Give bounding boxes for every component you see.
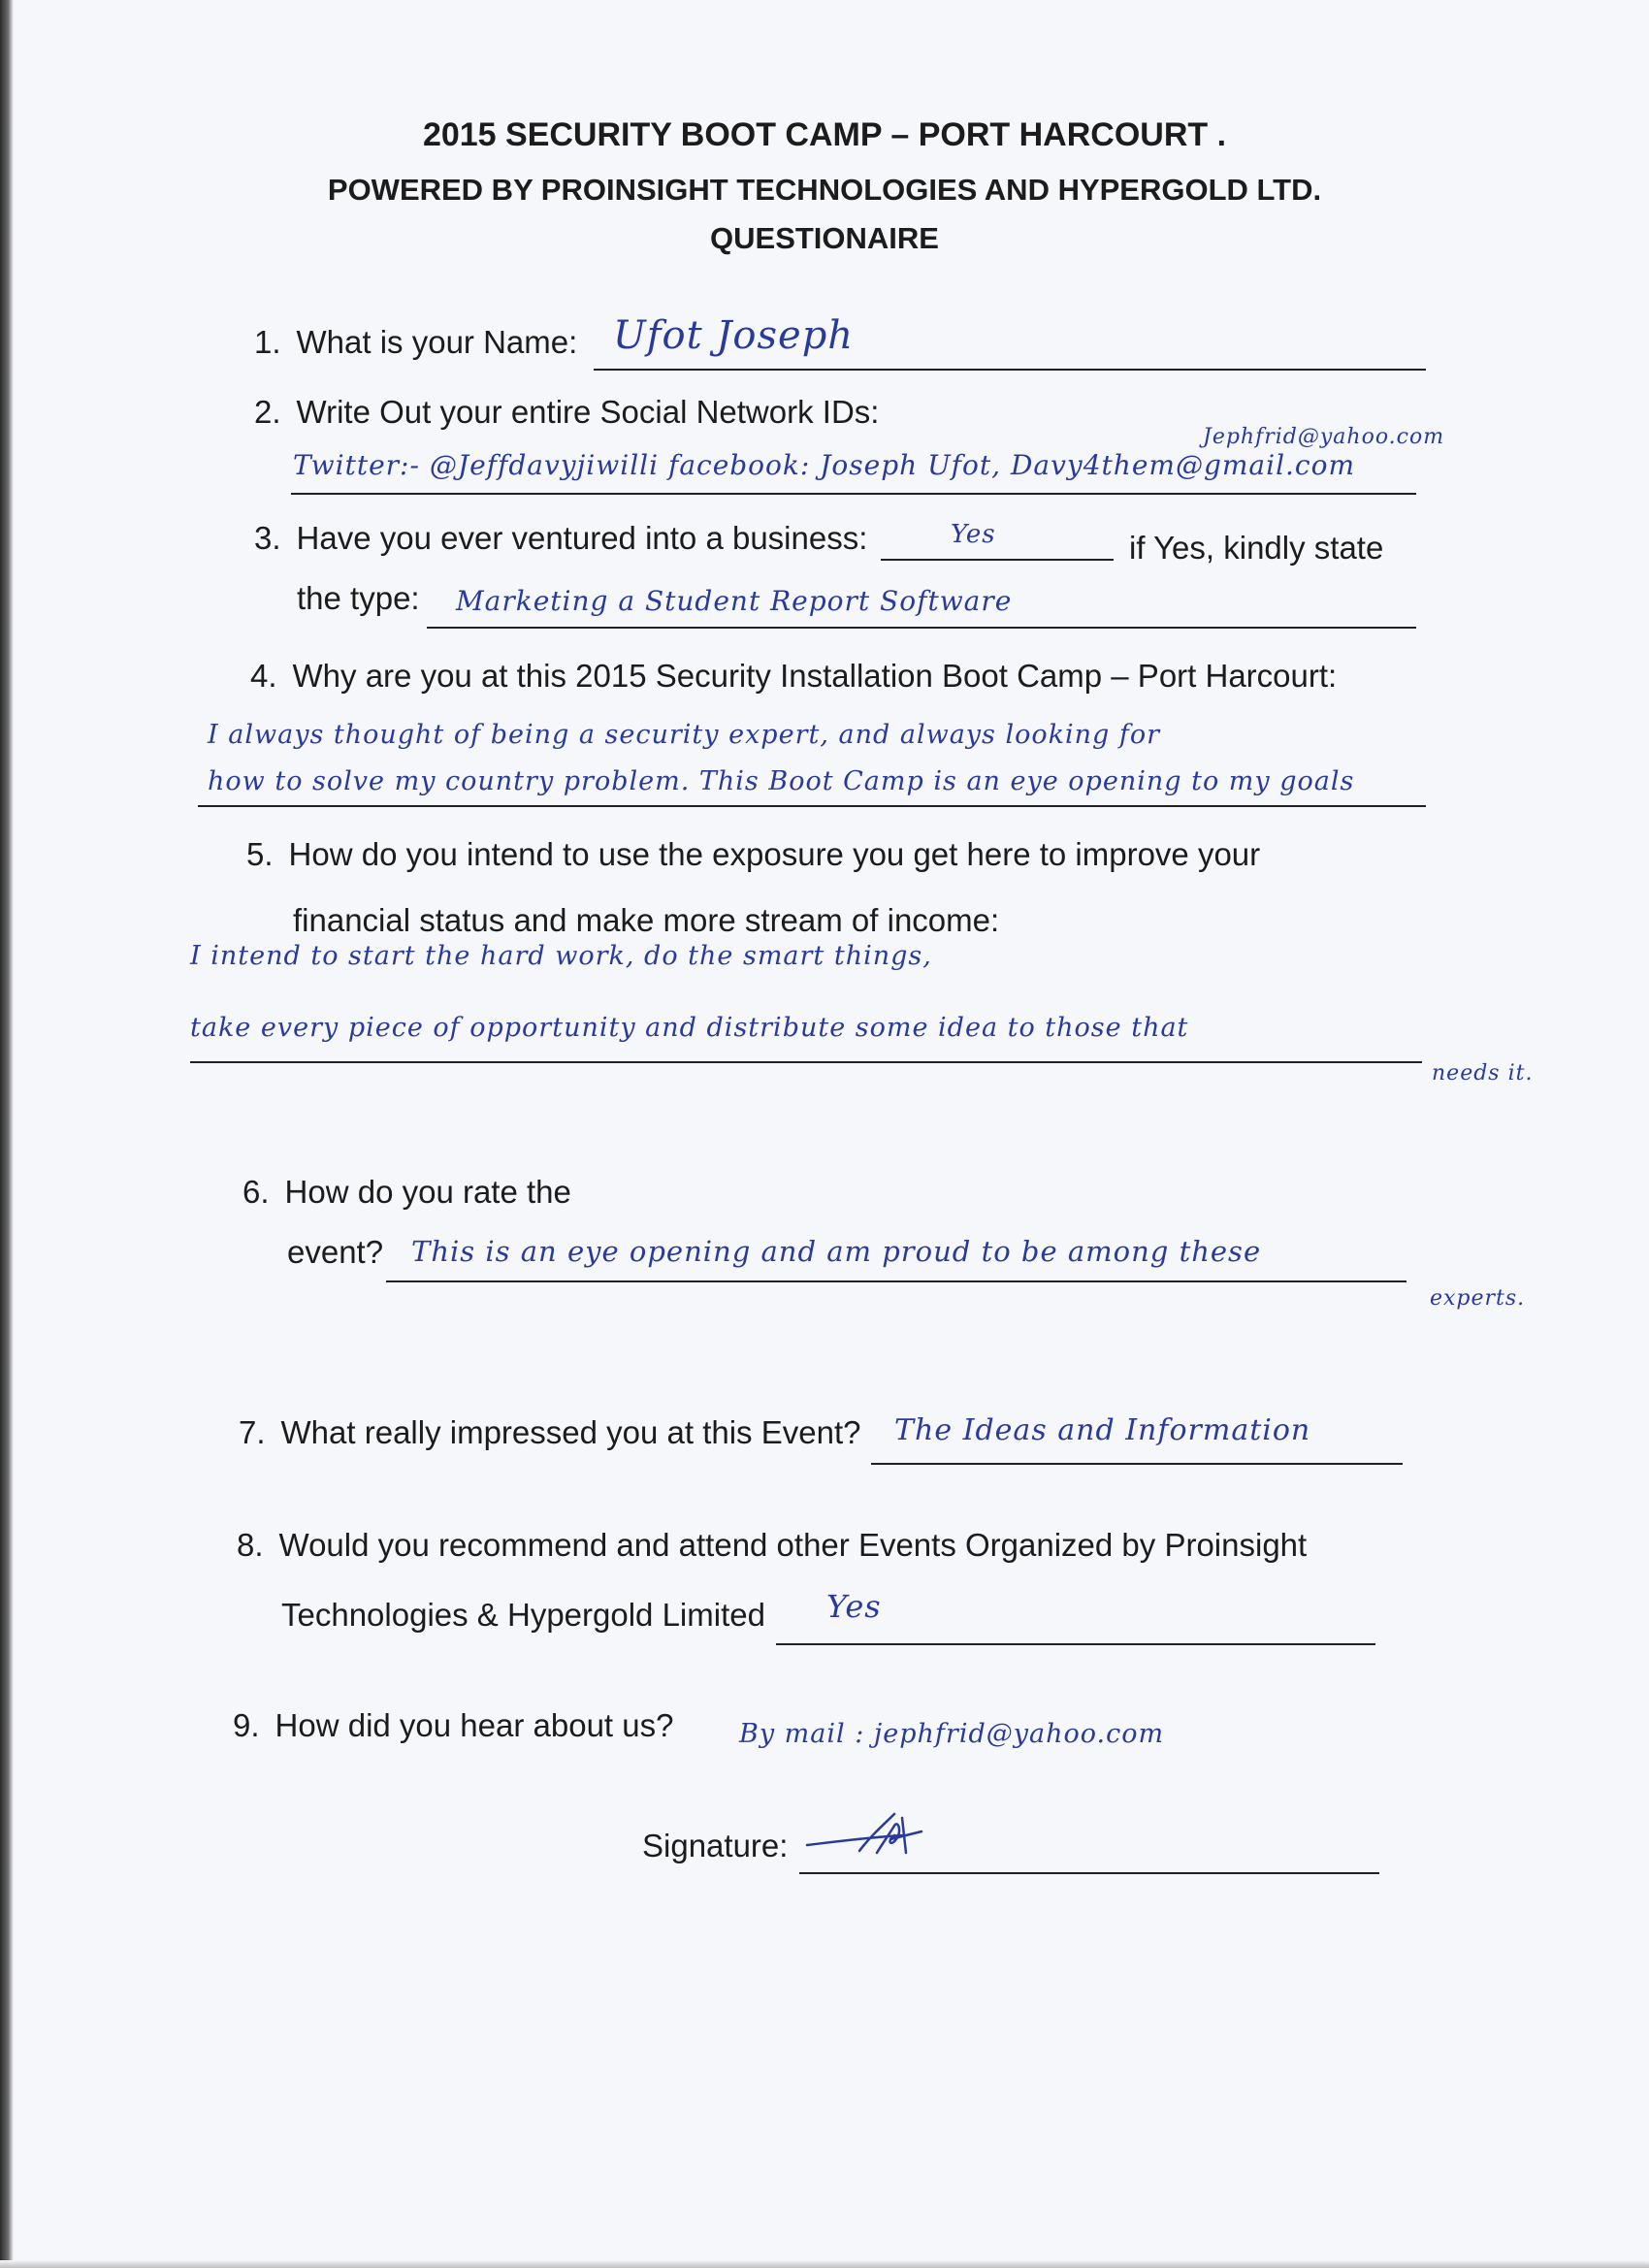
question-number: 9. xyxy=(233,1707,260,1743)
question-label: Write Out your entire Social Network IDs: xyxy=(296,394,880,430)
question-3 xyxy=(254,522,867,554)
q5-answer-line[interactable] xyxy=(190,1061,1422,1063)
q2-answer: Twitter:- @Jeffdavyjiwilli facebook: Joseph Ufot, Davy4them@gmail.com xyxy=(293,449,1356,481)
question-label: Have you ever ventured into a business: xyxy=(296,520,868,556)
question-label: How do you rate the xyxy=(284,1174,571,1210)
q7-answer: The Ideas and Information xyxy=(894,1413,1311,1447)
q8-answer-line[interactable] xyxy=(776,1643,1375,1645)
q5-answer-line2: take every piece of opportunity and distribute some idea to those that xyxy=(190,1013,1189,1043)
q5-answer-line1: I intend to start the hard work, do the smart things, xyxy=(190,941,932,971)
q8-label-cont: Technologies & Hypergold Limited xyxy=(281,1597,765,1633)
question-label: What really impressed you at this Event? xyxy=(280,1414,861,1450)
question-label: Would you recommend and attend other Events Organized by Proinsight xyxy=(278,1527,1308,1563)
question-number: 3. xyxy=(254,520,281,556)
question-number: 5. xyxy=(246,836,274,872)
question-label: Why are you at this 2015 Security Installation Boot Camp – Port Harcourt: xyxy=(292,658,1338,694)
question-9 xyxy=(233,1709,673,1741)
q4-answer-line[interactable] xyxy=(198,805,1426,807)
q2-answer-extra: Jephfrid@yahoo.com xyxy=(1203,425,1445,449)
q3-type-label: the type: xyxy=(297,580,420,616)
scan-page-edge xyxy=(0,0,14,2268)
form-name: QUESTIONAIRE xyxy=(710,221,939,255)
question-8 xyxy=(237,1529,1307,1561)
signature-scribble xyxy=(801,1797,947,1874)
q3-type-line[interactable] xyxy=(427,627,1416,629)
form-subtitle: POWERED BY PROINSIGHT TECHNOLOGIES AND HYPERGOLD LTD. xyxy=(327,173,1322,207)
q7-answer-line[interactable] xyxy=(871,1463,1403,1465)
question-2 xyxy=(254,396,879,428)
question-number: 1. xyxy=(254,324,281,360)
signature-label: Signature: xyxy=(642,1828,789,1863)
q8-answer: Yes xyxy=(826,1588,882,1625)
q3-answer: Yes xyxy=(951,520,996,549)
question-4 xyxy=(250,660,1337,692)
q3-type-answer: Marketing a Student Report Software xyxy=(456,585,1013,617)
question-number: 2. xyxy=(254,394,281,430)
q5-answer-line3: needs it. xyxy=(1432,1061,1534,1085)
q9-answer: By mail : jephfrid@yahoo.com xyxy=(739,1719,1165,1749)
question-number: 8. xyxy=(237,1527,264,1563)
q6-answer-line1: This is an eye opening and am proud to be among these xyxy=(411,1235,1262,1268)
question-6 xyxy=(242,1176,571,1208)
q6-answer-line[interactable] xyxy=(386,1280,1406,1282)
q6-answer-line2: experts. xyxy=(1430,1286,1526,1311)
q4-answer-line2: how to solve my country problem. This Boot Camp is an eye opening to my goals xyxy=(208,766,1355,796)
question-5 xyxy=(246,838,1260,870)
question-1 xyxy=(254,326,577,358)
q5-label-cont: financial status and make more stream of income: xyxy=(293,902,1000,938)
question-label: What is your Name: xyxy=(296,324,578,360)
question-number: 7. xyxy=(239,1414,266,1450)
question-label: How do you intend to use the exposure you get here to improve your xyxy=(288,836,1261,872)
scan-bottom-edge xyxy=(0,2260,1649,2268)
form-title: 2015 SECURITY BOOT CAMP – PORT HARCOURT . xyxy=(422,116,1227,153)
question-label: How did you hear about us? xyxy=(275,1707,674,1743)
q1-answer: Ufot Joseph xyxy=(613,313,855,358)
question-7 xyxy=(239,1416,860,1448)
q3-label-cont: if Yes, kindly state xyxy=(1129,530,1384,566)
q6-label-cont: event? xyxy=(287,1234,384,1270)
q4-answer-line1: I always thought of being a security expert, and always looking for xyxy=(208,720,1161,750)
q3-answer-line[interactable] xyxy=(881,559,1114,561)
q1-answer-line[interactable] xyxy=(594,369,1426,371)
q2-answer-line[interactable] xyxy=(291,493,1416,495)
question-number: 6. xyxy=(242,1174,270,1210)
question-number: 4. xyxy=(250,658,277,694)
